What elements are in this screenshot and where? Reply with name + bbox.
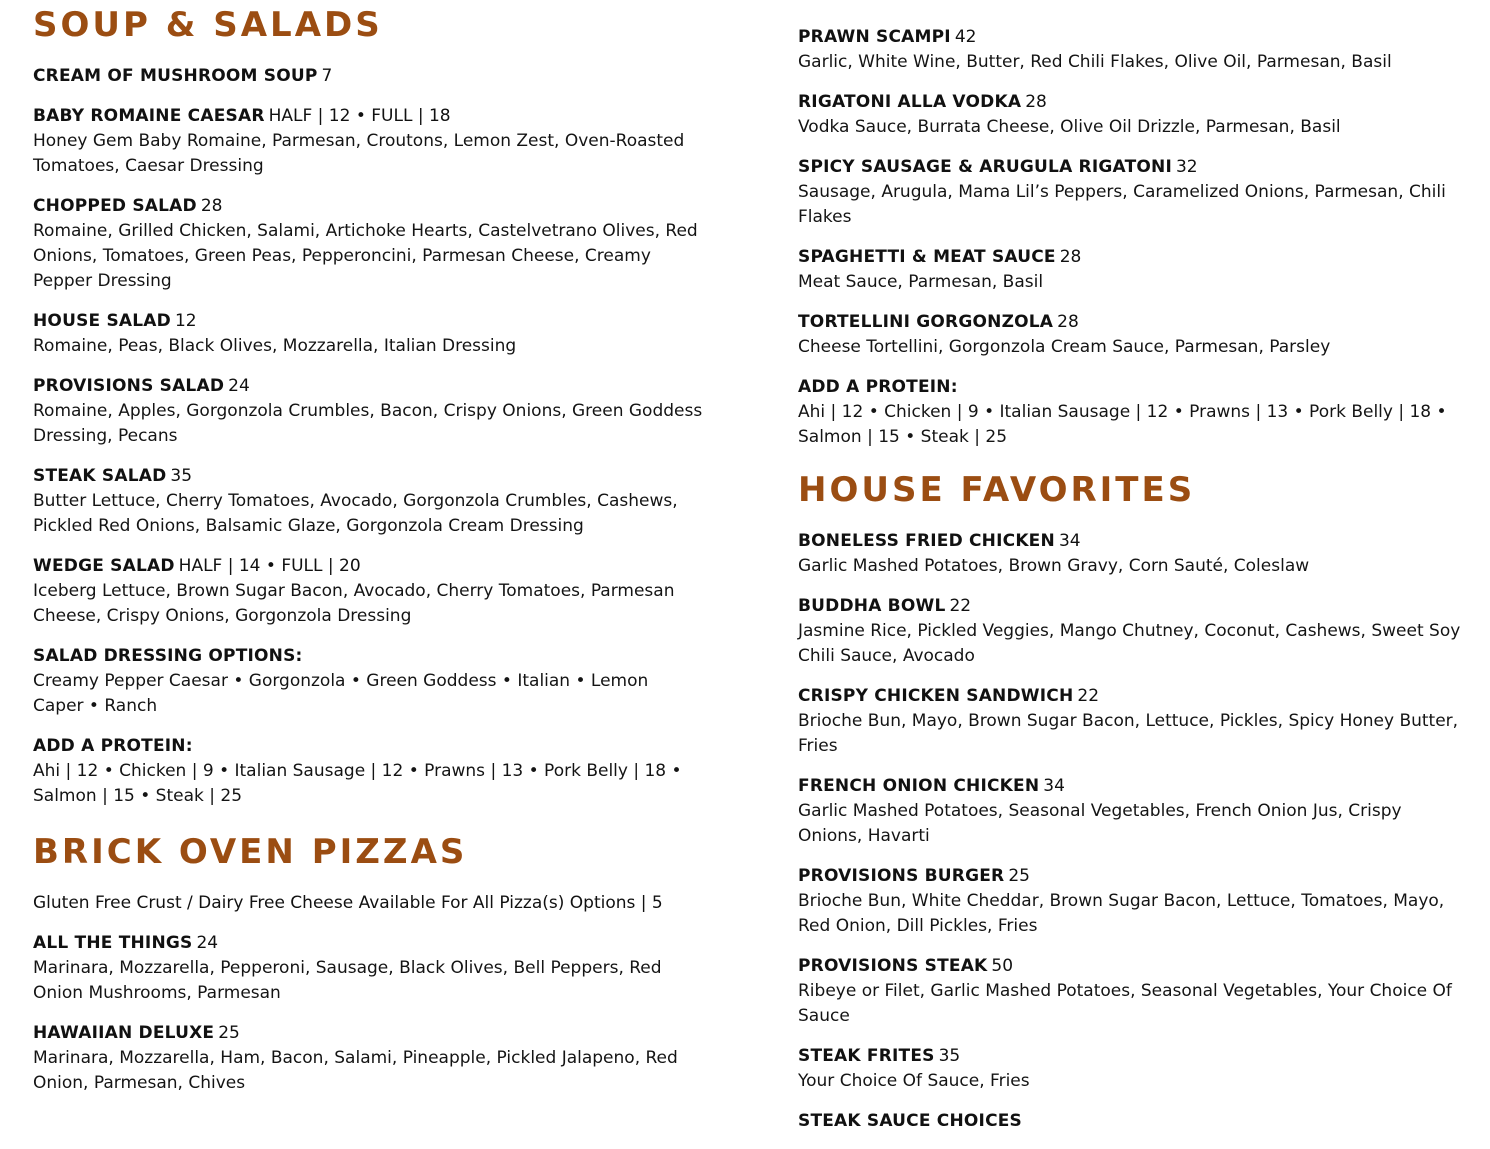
menu-item-price: 50 [991, 956, 1014, 976]
menu-item-name: ADD A PROTEIN: [798, 377, 958, 397]
menu-item-name: PROVISIONS SALAD [33, 376, 225, 396]
section-title: HOUSE FAVORITES [798, 470, 1196, 510]
menu-item-description: Sausage, Arugula, Mama Lil’s Peppers, Caramelized Onions, Parmesan, Chili Flakes [798, 182, 1446, 227]
menu-item-price: 22 [1077, 686, 1100, 706]
menu-item-name: BUDDHA BOWL [798, 596, 946, 616]
menu-item [798, 90, 1468, 140]
menu-item-heading [798, 25, 1468, 50]
menu-item-heading [33, 464, 703, 489]
menu-item [798, 310, 1468, 360]
menu-item-name: STEAK SAUCE CHOICES [798, 1111, 1023, 1131]
menu-item [798, 1109, 1468, 1134]
menu-column-left [33, 0, 703, 1111]
menu-item-heading [33, 374, 703, 399]
menu-item-description: Marinara, Mozzarella, Ham, Bacon, Salami, Pineapple, Pickled Jalapeno, Red Onion, Parmesan, Chives [33, 1048, 678, 1093]
menu-item-name: ALL THE THINGS [33, 933, 193, 953]
menu-item-description: Honey Gem Baby Romaine, Parmesan, Croutons, Lemon Zest, Oven-Roasted Tomatoes, Caesar Dressing [33, 131, 685, 176]
menu-item-description: Cheese Tortellini, Gorgonzola Cream Sauce, Parmesan, Parsley [798, 337, 1331, 357]
menu-item-name: CHOPPED SALAD [33, 196, 197, 216]
menu-item [798, 774, 1468, 849]
menu-item-description: Garlic, White Wine, Butter, Red Chili Flakes, Olive Oil, Parmesan, Basil [798, 52, 1392, 72]
menu-item-description: Meat Sauce, Parmesan, Basil [798, 272, 1044, 292]
menu-item-description: Brioche Bun, Mayo, Brown Sugar Bacon, Lettuce, Pickles, Spicy Honey Butter, Fries [798, 711, 1459, 756]
menu-item-name: STEAK FRITES [798, 1046, 935, 1066]
section-title: BRICK OVEN PIZZAS [33, 832, 468, 872]
menu-item-name: SALAD DRESSING OPTIONS: [33, 646, 303, 666]
menu-item [33, 309, 703, 359]
menu-item-heading [798, 1109, 1468, 1134]
menu-item-description: Marinara, Mozzarella, Pepperoni, Sausage, Black Olives, Bell Peppers, Red Onion Mushrooms, Parmesan [33, 958, 662, 1003]
menu-item-description: Romaine, Grilled Chicken, Salami, Artichoke Hearts, Castelvetrano Olives, Red Onions, Tomatoes, Green Peas, Pepperoncini, Parmesan Cheese, Creamy Pepper Dressing [33, 221, 698, 291]
menu-item-price: 28 [200, 196, 223, 216]
menu-item-description: Ahi | 12 • Chicken | 9 • Italian Sausage | 12 • Prawns | 13 • Pork Belly | 18 • Salmon | 15 • Steak | 25 [33, 761, 682, 806]
menu-item-heading [798, 529, 1468, 554]
menu-item-description: Jasmine Rice, Pickled Veggies, Mango Chutney, Coconut, Cashews, Sweet Soy Chili Sauce, Avocado [798, 621, 1461, 666]
menu-item-price: 42 [954, 27, 977, 47]
menu-item-name: PRAWN SCAMPI [798, 27, 951, 47]
menu-item-heading [798, 864, 1468, 889]
menu-item-price: 34 [1058, 531, 1081, 551]
menu-item-heading [33, 194, 703, 219]
menu-items [798, 25, 1468, 450]
menu-item-name: CREAM OF MUSHROOM SOUP [33, 66, 318, 86]
menu-item-description: Romaine, Apples, Gorgonzola Crumbles, Bacon, Crispy Onions, Green Goddess Dressing, Pecans [33, 401, 703, 446]
menu-item-name: CRISPY CHICKEN SANDWICH [798, 686, 1074, 706]
menu-item [798, 245, 1468, 295]
menu-item-name: PROVISIONS STEAK [798, 956, 988, 976]
menu-item-price: 28 [1057, 312, 1079, 332]
menu-item [33, 374, 703, 449]
menu-item-description: Ahi | 12 • Chicken | 9 • Italian Sausage | 12 • Prawns | 13 • Pork Belly | 18 • Salmon | 15 • Steak | 25 [798, 402, 1447, 447]
menu-item-price: 34 [1043, 776, 1065, 796]
section-title: SOUP & SALADS [33, 5, 383, 45]
menu-item [798, 954, 1468, 1029]
menu-item-price: 25 [218, 1023, 240, 1043]
menu-item-heading [33, 309, 703, 334]
menu-item [33, 64, 703, 89]
partial-description [798, 0, 1468, 10]
menu-item-name: TORTELLINI GORGONZOLA [798, 312, 1054, 332]
menu-item-name: SPICY SAUSAGE & ARUGULA RIGATONI [798, 157, 1172, 177]
menu-item-heading [33, 554, 703, 579]
menu-item [33, 194, 703, 294]
menu-item-heading [798, 954, 1468, 979]
menu-item-description: Your Choice Of Sauce, Fries [798, 1071, 1030, 1091]
menu-item-name: BABY ROMAINE CAESAR [33, 106, 265, 126]
menu-item-description: Ribeye or Filet, Garlic Mashed Potatoes, Seasonal Vegetables, Your Choice Of Sauce [798, 981, 1452, 1026]
menu-item-name: ADD A PROTEIN: [33, 736, 193, 756]
menu-item-price: 24 [196, 933, 219, 953]
menu-item-heading [798, 1044, 1468, 1069]
menu-item-name: WEDGE SALAD [33, 556, 175, 576]
menu-item-heading [33, 644, 703, 669]
menu-item [798, 529, 1468, 579]
menu-item-heading [798, 684, 1468, 709]
menu-item-description: Iceberg Lettuce, Brown Sugar Bacon, Avocado, Cherry Tomatoes, Parmesan Cheese, Crispy Onions, Gorgonzola Dressing [33, 581, 675, 626]
menu-item [33, 644, 703, 719]
menu-item-heading [798, 774, 1468, 799]
menu-item-heading [798, 245, 1468, 270]
menu-item-description: Romaine, Peas, Black Olives, Mozzarella, Italian Dressing [33, 336, 517, 356]
section-house-favorites [798, 465, 1468, 1134]
menu-item-name: FRENCH ONION CHICKEN [798, 776, 1040, 796]
menu-item [33, 734, 703, 809]
menu-item-price: HALF | 14 • FULL | 20 [178, 556, 361, 576]
menu-item-price: 7 [321, 66, 333, 86]
menu-item-name: HOUSE SALAD [33, 311, 171, 331]
menu-item-price: 32 [1175, 157, 1198, 177]
menu-item-description: Vodka Sauce, Burrata Cheese, Olive Oil Drizzle, Parmesan, Basil [798, 117, 1341, 137]
menu-item-heading [798, 310, 1468, 335]
menu-item-name: PROVISIONS BURGER [798, 866, 1005, 886]
menu-item [33, 931, 703, 1006]
menu-item-description: Creamy Pepper Caesar • Gorgonzola • Green Goddess • Italian • Lemon Caper • Ranch [33, 671, 649, 716]
menu-item [33, 464, 703, 539]
menu-item-description: Garlic Mashed Potatoes, Seasonal Vegetables, French Onion Jus, Crispy Onions, Havarti [798, 801, 1402, 846]
menu-item-heading [798, 375, 1468, 400]
menu-item [798, 684, 1468, 759]
menu-item-name: RIGATONI ALLA VODKA [798, 92, 1022, 112]
section-soup-salads [33, 0, 703, 809]
menu-item [33, 104, 703, 179]
menu-item [33, 1021, 703, 1096]
menu-items [798, 529, 1468, 1134]
menu-column-right [798, 0, 1468, 1149]
menu-items [33, 64, 703, 809]
menu-item-price: 28 [1059, 247, 1082, 267]
menu-item [798, 594, 1468, 669]
section-brick-oven-pizzas [33, 827, 703, 1096]
menu-item-price: 35 [170, 466, 193, 486]
menu-items [33, 931, 703, 1096]
menu-item-price: 22 [949, 596, 972, 616]
menu-item-price: 28 [1025, 92, 1047, 112]
menu-item-price: HALF | 12 • FULL | 18 [268, 106, 451, 126]
menu-item-name: SPAGHETTI & MEAT SAUCE [798, 247, 1056, 267]
menu-item-description: Brioche Bun, White Cheddar, Brown Sugar Bacon, Lettuce, Tomatoes, Mayo, Red Onion, Dill Pickles, Fries [798, 891, 1445, 936]
menu-item-price: 35 [938, 1046, 961, 1066]
menu-item-heading [33, 1021, 703, 1046]
menu-item-price: 25 [1008, 866, 1030, 886]
section-pasta [798, 25, 1468, 450]
pizza-note: Gluten Free Crust / Dairy Free Cheese Available For All Pizza(s) Options | 5 [33, 893, 663, 913]
menu-item-price: 12 [174, 311, 197, 331]
menu-item-heading [33, 64, 703, 89]
menu-item [798, 155, 1468, 230]
menu-item-description: Butter Lettuce, Cherry Tomatoes, Avocado, Gorgonzola Crumbles, Cashews, Pickled Red Onions, Balsamic Glaze, Gorgonzola Cream Dressing [33, 491, 678, 536]
menu-item-heading [33, 734, 703, 759]
menu-item [798, 1044, 1468, 1094]
menu-item-heading [798, 90, 1468, 115]
menu-item [798, 375, 1468, 450]
menu-item-description: Garlic Mashed Potatoes, Brown Gravy, Corn Sauté, Coleslaw [798, 556, 1310, 576]
menu-item-heading [798, 155, 1468, 180]
menu-item-price: 24 [228, 376, 250, 396]
menu-item [798, 25, 1468, 75]
menu-item-heading [33, 931, 703, 956]
menu-item-heading [798, 594, 1468, 619]
menu-item-name: STEAK SALAD [33, 466, 167, 486]
menu-item-heading [33, 104, 703, 129]
menu-item-name: BONELESS FRIED CHICKEN [798, 531, 1055, 551]
menu-item-name: HAWAIIAN DELUXE [33, 1023, 215, 1043]
menu-item [33, 554, 703, 629]
menu-item [798, 864, 1468, 939]
